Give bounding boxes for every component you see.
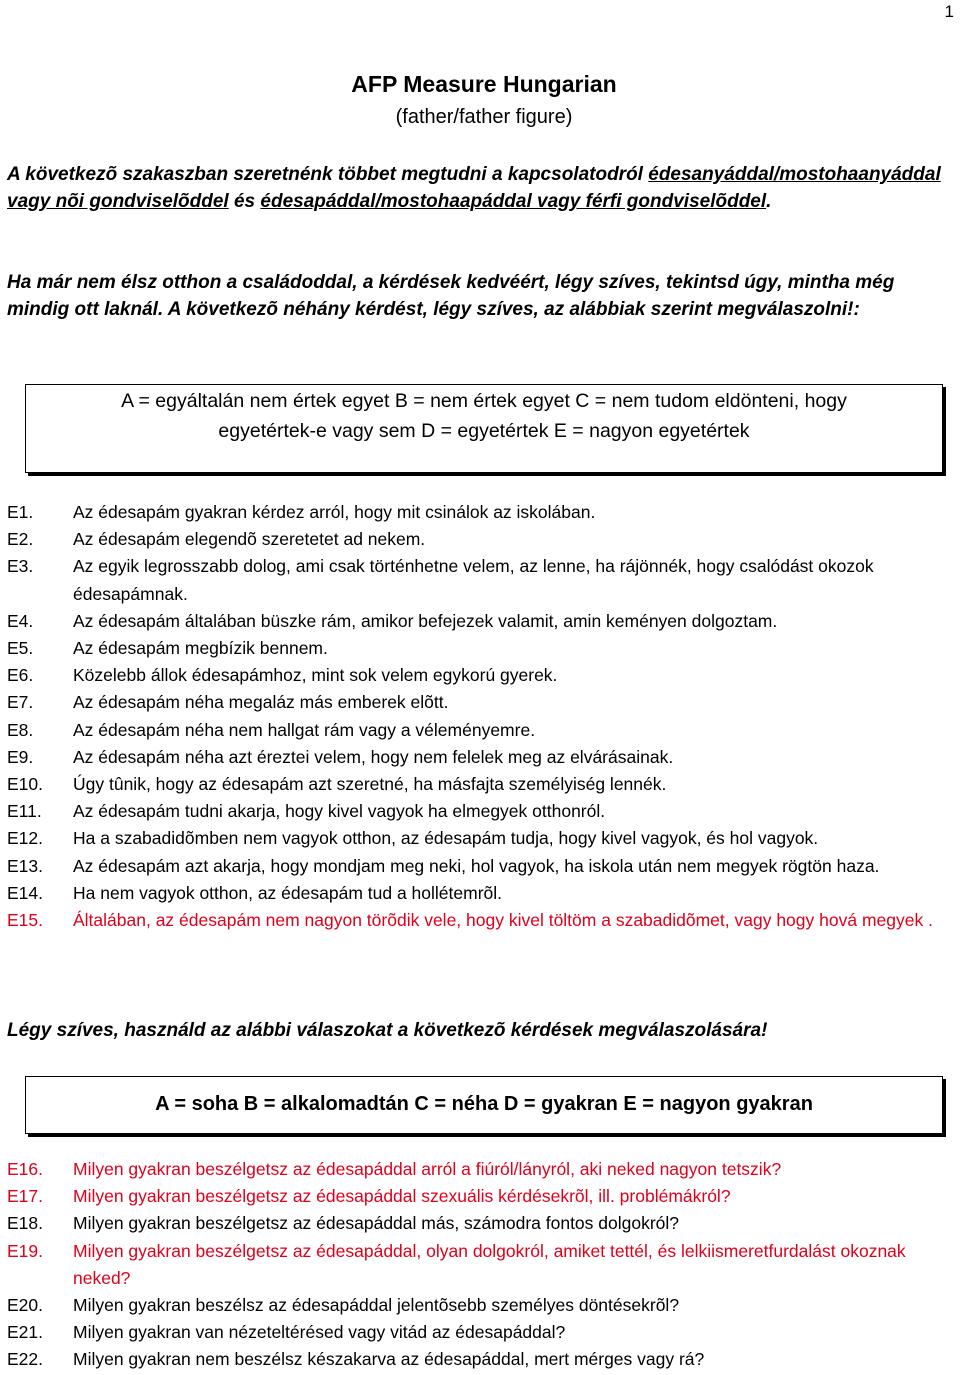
intro-text: A következõ szakaszban szeretnénk többet megtudni a kapcsolatodról: [7, 164, 649, 185]
question-number: E7.: [7, 692, 34, 713]
page-subtitle: (father/father figure): [395, 106, 573, 128]
intro-text: és: [228, 191, 261, 212]
question-item: [7, 1238, 955, 1292]
question-item: [7, 1210, 955, 1237]
question-number: E20.: [7, 1295, 43, 1316]
question-item: [7, 1183, 955, 1210]
question-number: E18.: [7, 1213, 43, 1234]
question-text: Az édesapám tudni akarja, hogy kivel vagyok ha elmegyek otthonról.: [73, 801, 606, 822]
question-item: [7, 798, 955, 825]
question-text: Milyen gyakran beszélgetsz az édesapáddal, olyan dolgokról, amiket tettél, és lelkiismeretfurdalást okoznak neked?: [73, 1240, 906, 1288]
scale-line-1: A = egyáltalán nem értek egyet B = nem értek egyet C = nem tudom eldönteni, hogy: [121, 390, 847, 412]
question-item: [7, 717, 955, 744]
question-number: E9.: [7, 746, 34, 767]
question-text: Milyen gyakran nem beszélsz készakarva az édesapáddal, mert mérges vagy rá?: [73, 1349, 705, 1370]
question-item: [7, 662, 955, 689]
scale-line-2: egyetértek-e vagy sem D = egyetértek E = nagyon egyetértek: [218, 420, 750, 442]
question-text: Az édesapám azt akarja, hogy mondjam meg neki, hol vagyok, ha iskola után nem megyek rögtön haza.: [73, 855, 880, 876]
question-number: E8.: [7, 719, 34, 740]
question-number: E12.: [7, 828, 43, 849]
question-text: Milyen gyakran beszélgetsz az édesapáddal szexuális kérdésekrõl, ill. problémákról?: [73, 1186, 731, 1207]
question-number: E21.: [7, 1322, 43, 1343]
question-number: E14.: [7, 882, 43, 903]
intro-mother-figure: édesanyáddal/mostohaanyáddal vagy nõi gondviselõddel: [7, 164, 941, 212]
scale-line: A = soha B = alkalomadtán C = néha D = gyakran E = nagyon gyakran: [155, 1093, 813, 1115]
page-title: AFP Measure Hungarian: [351, 71, 617, 97]
question-number: E1.: [7, 502, 34, 522]
question-number: E22.: [7, 1349, 43, 1370]
question-text: Milyen gyakran beszélgetsz az édesapáddal arról a fiúról/lányról, aki neked nagyon tetszik?: [73, 1159, 782, 1179]
question-text: Ha a szabadidõmben nem vagyok otthon, az édesapám tudja, hogy kivel vagyok, és hol vagyok.: [73, 828, 819, 849]
agreement-scale-box: [25, 384, 943, 473]
question-item: [7, 553, 955, 607]
question-text: Az édesapám gyakran kérdez arról, hogy mit csinálok az iskolában.: [73, 502, 596, 522]
question-text: Az édesapám megbízik bennem.: [73, 638, 328, 659]
question-text: Úgy tûnik, hogy az édesapám azt szeretné, ha másfajta személyiség lennék.: [73, 774, 667, 795]
question-number: E16.: [7, 1159, 43, 1179]
question-number: E11.: [7, 801, 42, 822]
question-text: Az édesapám néha nem hallgat rám vagy a véleményemre.: [73, 719, 536, 740]
question-text: Közelebb állok édesapámhoz, mint sok velem egykorú gyerek.: [73, 665, 558, 686]
question-number: E15.: [7, 910, 43, 931]
question-number: E5.: [7, 638, 34, 659]
question-text: Az édesapám néha megaláz más emberek elõtt.: [73, 692, 449, 713]
page-number: 1: [944, 2, 954, 21]
question-item: [7, 689, 955, 716]
intro-paragraph-1: [7, 161, 955, 215]
question-list-e: [7, 499, 955, 934]
question-item: [7, 853, 955, 880]
question-item: [7, 499, 955, 526]
question-number: E10.: [7, 774, 43, 795]
intro-paragraph-2: Ha már nem élsz otthon a családoddal, a kérdések kedvéért, légy szíves, tekintsd úgy, mintha még mindig ott laknál. A következõ néhány kérdést, légy szíves, az alábbiak szerint megválaszolni!:: [7, 272, 895, 320]
question-item: [7, 1156, 955, 1183]
intro-father-figure: édesapáddal/mostohaapáddal vagy férfi gondviselõddel: [260, 191, 767, 212]
question-item: [7, 1346, 955, 1373]
frequency-scale-box: [25, 1076, 943, 1134]
question-item: [7, 771, 955, 798]
question-item: [7, 1319, 955, 1346]
question-item: [7, 880, 955, 907]
question-number: E3.: [7, 556, 34, 577]
question-number: E4.: [7, 610, 34, 631]
question-text: Az édesapám általában büszke rám, amikor befejezek valamit, amin keményen dolgoztam.: [73, 610, 778, 631]
question-item: [7, 608, 955, 635]
question-text: Ha nem vagyok otthon, az édesapám tud a hollétemrõl.: [73, 882, 502, 903]
question-item: [7, 825, 955, 852]
question-item: [7, 744, 955, 771]
question-item: [7, 526, 955, 553]
question-number: E2.: [7, 529, 34, 550]
question-text: Milyen gyakran van nézeteltérésed vagy vitád az édesapáddal?: [73, 1322, 566, 1343]
question-list-f: [7, 1156, 955, 1374]
question-item: [7, 635, 955, 662]
instruction-text: Légy szíves, használd az alábbi válaszokat a következõ kérdések megválaszolására!: [7, 1020, 768, 1041]
question-item: [7, 907, 955, 934]
intro-text: .: [766, 191, 772, 212]
question-text: Általában, az édesapám nem nagyon törõdik vele, hogy kivel töltöm a szabadidõmet, vagy hogy hová megyek .: [73, 910, 933, 931]
question-text: Az édesapám néha azt éreztei velem, hogy nem felelek meg az elvárásainak.: [73, 746, 674, 767]
question-number: E19.: [7, 1240, 43, 1261]
question-item: [7, 1292, 955, 1319]
question-text: Milyen gyakran beszélgetsz az édesapáddal más, számodra fontos dolgokról?: [73, 1213, 680, 1234]
question-number: E13.: [7, 855, 43, 876]
question-text: Az édesapám elegendõ szeretetet ad nekem.: [73, 529, 426, 550]
question-text: Az egyik legrosszabb dolog, ami csak történhetne velem, az lenne, ha rájönnék, hogy csalódást okozok édesapámnak.: [73, 556, 874, 604]
question-number: E17.: [7, 1186, 43, 1207]
question-text: Milyen gyakran beszélsz az édesapáddal jelentõsebb személyes döntésekrõl?: [73, 1295, 680, 1316]
question-number: E6.: [7, 665, 34, 686]
